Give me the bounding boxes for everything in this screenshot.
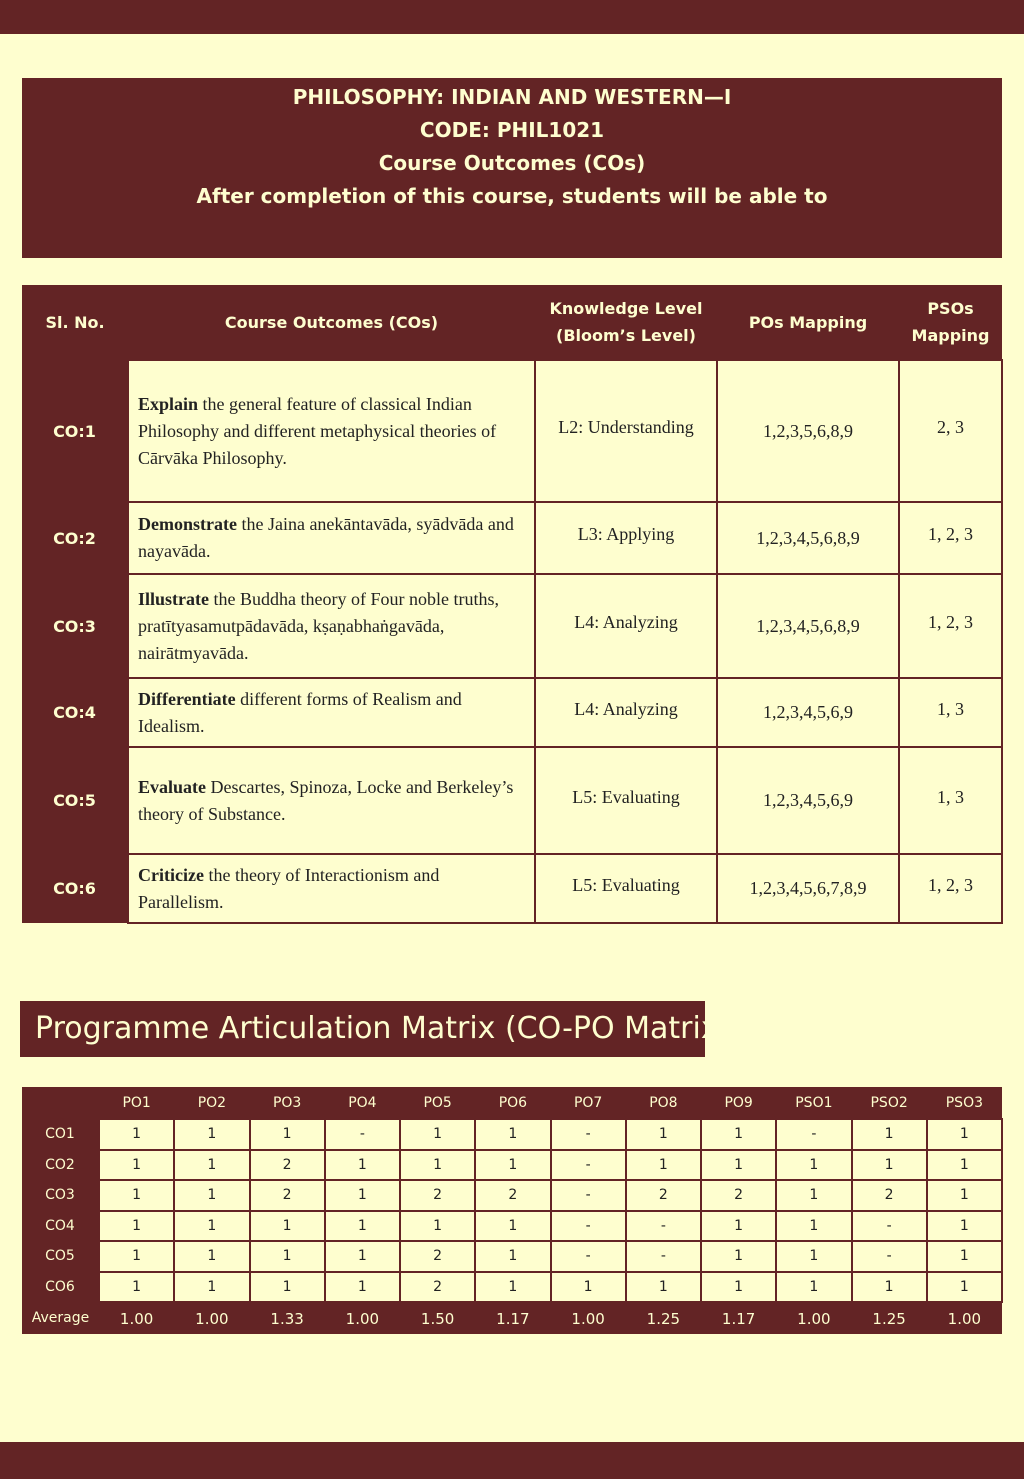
pos-mapping: 1,2,3,4,5,6,9 xyxy=(717,678,899,747)
matrix-cell: 1 xyxy=(400,1150,475,1181)
matrix-row-label: CO4 xyxy=(22,1211,99,1242)
matrix-cell: 1 xyxy=(99,1272,174,1303)
matrix-cell: 1 xyxy=(475,1272,550,1303)
matrix-cell: 1 xyxy=(927,1272,1002,1303)
matrix-cell: 2 xyxy=(400,1272,475,1303)
matrix-cell: 1 xyxy=(626,1119,701,1150)
co-id: CO:4 xyxy=(22,678,128,747)
average-cell: 1.25 xyxy=(852,1302,927,1334)
average-cell: 1.33 xyxy=(250,1302,325,1334)
matrix-cell: 1 xyxy=(325,1211,400,1242)
matrix-row-label: CO5 xyxy=(22,1241,99,1272)
column-header-knowledge-level xyxy=(535,285,717,360)
outcome-verb: Explain xyxy=(138,393,199,414)
matrix-cell: 2 xyxy=(626,1180,701,1211)
matrix-column-header: PSO2 xyxy=(852,1087,927,1119)
matrix-row-label: CO2 xyxy=(22,1150,99,1181)
outcome-description: Descartes, Spinoza, Locke and Berkeley’s theory of Substance. xyxy=(138,776,514,824)
table-row xyxy=(22,574,1002,678)
outcome-text xyxy=(128,502,535,574)
knowledge-level-label: Knowledge Level xyxy=(549,299,703,318)
matrix-cell: 1 xyxy=(626,1150,701,1181)
matrix-cell: 2 xyxy=(852,1180,927,1211)
table-header-row xyxy=(22,285,1002,360)
matrix-header-row xyxy=(22,1087,1002,1119)
matrix-cell: 1 xyxy=(400,1211,475,1242)
average-cell: 1.00 xyxy=(325,1302,400,1334)
matrix-cell: 1 xyxy=(852,1150,927,1181)
matrix-cell: 1 xyxy=(551,1272,626,1303)
matrix-cell: 1 xyxy=(325,1241,400,1272)
knowledge-level: L4: Analyzing xyxy=(535,678,717,747)
matrix-title: Programme Articulation Matrix (CO-PO Matrix) xyxy=(20,1001,705,1057)
matrix-column-header: PO7 xyxy=(551,1087,626,1119)
matrix-row-label: CO6 xyxy=(22,1272,99,1303)
matrix-cell: 1 xyxy=(174,1150,249,1181)
pos-mapping: 1,2,3,4,5,6,9 xyxy=(717,747,899,854)
outcome-description: different forms of Realism and Idealism. xyxy=(138,688,462,736)
pos-mapping: 1,2,3,4,5,6,8,9 xyxy=(717,574,899,678)
outcome-description: the general feature of classical Indian Philosophy and different metaphysical theories of Cārvāka Philosophy. xyxy=(138,393,497,468)
average-cell: 1.25 xyxy=(626,1302,701,1334)
matrix-cell: 1 xyxy=(776,1211,851,1242)
matrix-cell: 1 xyxy=(927,1150,1002,1181)
matrix-cell: 1 xyxy=(927,1211,1002,1242)
course-header xyxy=(22,78,1002,258)
matrix-cell: 1 xyxy=(99,1119,174,1150)
matrix-cell: 1 xyxy=(99,1150,174,1181)
matrix-cell: 1 xyxy=(250,1211,325,1242)
psos-mapping: 1, 3 xyxy=(899,678,1002,747)
matrix-column-header: PO5 xyxy=(400,1087,475,1119)
outcome-description: the Buddha theory of Four noble truths, pratītyasamutpādavāda, kṣaṇabhaṅgavāda, nairātmyavāda. xyxy=(138,588,499,663)
matrix-row xyxy=(22,1272,1002,1303)
average-cell: 1.00 xyxy=(776,1302,851,1334)
co-id: CO:6 xyxy=(22,854,128,923)
matrix-average-row xyxy=(22,1302,1002,1334)
knowledge-level: L5: Evaluating xyxy=(535,747,717,854)
matrix-cell: 1 xyxy=(325,1272,400,1303)
matrix-cell: 1 xyxy=(475,1211,550,1242)
matrix-cell: 1 xyxy=(99,1241,174,1272)
average-cell: 1.00 xyxy=(99,1302,174,1334)
co-id: CO:5 xyxy=(22,747,128,854)
matrix-column-header: PO1 xyxy=(99,1087,174,1119)
co-id: CO:1 xyxy=(22,360,128,502)
matrix-row xyxy=(22,1180,1002,1211)
outcome-text xyxy=(128,360,535,502)
matrix-row-label: CO1 xyxy=(22,1119,99,1150)
matrix-cell: 1 xyxy=(701,1150,776,1181)
matrix-cell: - xyxy=(626,1241,701,1272)
mapping-label: Mapping xyxy=(911,326,990,345)
table-row xyxy=(22,502,1002,574)
matrix-column-header: PSO3 xyxy=(927,1087,1002,1119)
pos-mapping: 1,2,3,4,5,6,7,8,9 xyxy=(717,854,899,923)
matrix-cell: - xyxy=(551,1180,626,1211)
matrix-cell: 1 xyxy=(174,1180,249,1211)
table-row xyxy=(22,854,1002,923)
matrix-cell: 1 xyxy=(776,1150,851,1181)
outcome-description: the theory of Interactionism and Parallelism. xyxy=(138,864,440,912)
matrix-cell: 1 xyxy=(701,1241,776,1272)
course-intro: After completion of this course, students will be able to xyxy=(196,184,828,208)
matrix-cell: 1 xyxy=(701,1272,776,1303)
matrix-column-header: PSO1 xyxy=(776,1087,851,1119)
matrix-cell: 1 xyxy=(776,1241,851,1272)
matrix-cell: 2 xyxy=(250,1150,325,1181)
outcome-text xyxy=(128,747,535,854)
average-label: Average xyxy=(22,1302,99,1334)
knowledge-level: L4: Analyzing xyxy=(535,574,717,678)
course-code: CODE: PHIL1021 xyxy=(419,118,605,142)
matrix-column-header: PO9 xyxy=(701,1087,776,1119)
matrix-cell: 1 xyxy=(475,1150,550,1181)
matrix-column-header: PO6 xyxy=(475,1087,550,1119)
matrix-cell: 1 xyxy=(852,1119,927,1150)
outcome-text xyxy=(128,574,535,678)
matrix-cell: 1 xyxy=(927,1180,1002,1211)
matrix-cell: 1 xyxy=(701,1211,776,1242)
outcome-description: the Jaina anekāntavāda, syādvāda and nayavāda. xyxy=(138,514,514,561)
matrix-cell: 1 xyxy=(927,1241,1002,1272)
outcome-text xyxy=(128,854,535,923)
matrix-cell: 1 xyxy=(400,1119,475,1150)
column-header-pos-mapping: POs Mapping xyxy=(717,285,899,360)
column-header-psos-mapping xyxy=(899,285,1002,360)
matrix-cell: 1 xyxy=(475,1241,550,1272)
table-row xyxy=(22,360,1002,502)
matrix-row xyxy=(22,1241,1002,1272)
co-id: CO:2 xyxy=(22,502,128,574)
matrix-cell: - xyxy=(626,1211,701,1242)
matrix-cell: - xyxy=(776,1119,851,1150)
psos-mapping: 1, 2, 3 xyxy=(899,502,1002,574)
bottom-band xyxy=(0,1442,1024,1479)
average-cell: 1.50 xyxy=(400,1302,475,1334)
outcome-text xyxy=(128,678,535,747)
course-outcomes-heading: Course Outcomes (COs) xyxy=(378,151,646,175)
pos-mapping: 1,2,3,5,6,8,9 xyxy=(717,360,899,502)
course-title: PHILOSOPHY: INDIAN AND WESTERN—I xyxy=(292,85,732,109)
table-row xyxy=(22,747,1002,854)
psos-label: PSOs xyxy=(927,299,974,318)
matrix-cell: 1 xyxy=(927,1119,1002,1150)
matrix-cell: - xyxy=(325,1119,400,1150)
average-cell: 1.00 xyxy=(927,1302,1002,1334)
matrix-cell: 1 xyxy=(250,1272,325,1303)
matrix-cell: 1 xyxy=(99,1180,174,1211)
psos-mapping: 1, 2, 3 xyxy=(899,574,1002,678)
matrix-column-header: PO3 xyxy=(250,1087,325,1119)
matrix-column-header: PO2 xyxy=(174,1087,249,1119)
co-po-matrix xyxy=(22,1087,1003,1334)
matrix-column-header: PO8 xyxy=(626,1087,701,1119)
matrix-cell: 1 xyxy=(174,1272,249,1303)
course-outcomes-table xyxy=(22,285,1003,924)
knowledge-level: L2: Understanding xyxy=(535,360,717,502)
outcome-verb: Demonstrate xyxy=(138,514,237,534)
outcome-verb: Differentiate xyxy=(138,688,236,709)
matrix-cell: 2 xyxy=(475,1180,550,1211)
outcome-verb: Illustrate xyxy=(138,588,209,609)
matrix-cell: 1 xyxy=(852,1272,927,1303)
blooms-level-label: (Bloom’s Level) xyxy=(556,326,696,345)
column-header-course-outcomes: Course Outcomes (COs) xyxy=(128,285,535,360)
psos-mapping: 1, 2, 3 xyxy=(899,854,1002,923)
matrix-cell: - xyxy=(551,1241,626,1272)
matrix-cell: 2 xyxy=(400,1241,475,1272)
matrix-column-header: PO4 xyxy=(325,1087,400,1119)
matrix-cell: - xyxy=(852,1241,927,1272)
matrix-row xyxy=(22,1150,1002,1181)
outcome-verb: Criticize xyxy=(138,864,204,885)
matrix-cell: 1 xyxy=(174,1119,249,1150)
knowledge-level: L3: Applying xyxy=(535,502,717,574)
knowledge-level: L5: Evaluating xyxy=(535,854,717,923)
matrix-cell: 1 xyxy=(325,1180,400,1211)
matrix-cell: 1 xyxy=(475,1119,550,1150)
average-cell: 1.17 xyxy=(475,1302,550,1334)
matrix-cell: 1 xyxy=(776,1180,851,1211)
matrix-row xyxy=(22,1211,1002,1242)
matrix-cell: 1 xyxy=(99,1211,174,1242)
matrix-cell: 1 xyxy=(174,1241,249,1272)
matrix-cell: 1 xyxy=(626,1272,701,1303)
outcome-verb: Evaluate xyxy=(138,776,207,797)
matrix-cell: 1 xyxy=(776,1272,851,1303)
matrix-cell: 1 xyxy=(250,1119,325,1150)
psos-mapping: 2, 3 xyxy=(899,360,1002,502)
matrix-row-label: CO3 xyxy=(22,1180,99,1211)
average-cell: 1.00 xyxy=(174,1302,249,1334)
psos-mapping: 1, 3 xyxy=(899,747,1002,854)
pos-mapping: 1,2,3,4,5,6,8,9 xyxy=(717,502,899,574)
matrix-cell: - xyxy=(852,1211,927,1242)
matrix-cell: 1 xyxy=(325,1150,400,1181)
matrix-corner xyxy=(22,1087,99,1119)
matrix-cell: 2 xyxy=(250,1180,325,1211)
co-id: CO:3 xyxy=(22,574,128,678)
matrix-cell: 2 xyxy=(400,1180,475,1211)
matrix-cell: - xyxy=(551,1119,626,1150)
matrix-cell: 2 xyxy=(701,1180,776,1211)
column-header-sl-no: Sl. No. xyxy=(22,285,128,360)
matrix-row xyxy=(22,1119,1002,1150)
top-band xyxy=(0,0,1024,34)
average-cell: 1.17 xyxy=(701,1302,776,1334)
matrix-cell: - xyxy=(551,1150,626,1181)
matrix-cell: 1 xyxy=(250,1241,325,1272)
matrix-cell: 1 xyxy=(174,1211,249,1242)
matrix-cell: - xyxy=(551,1211,626,1242)
matrix-cell: 1 xyxy=(701,1119,776,1150)
average-cell: 1.00 xyxy=(551,1302,626,1334)
table-row xyxy=(22,678,1002,747)
